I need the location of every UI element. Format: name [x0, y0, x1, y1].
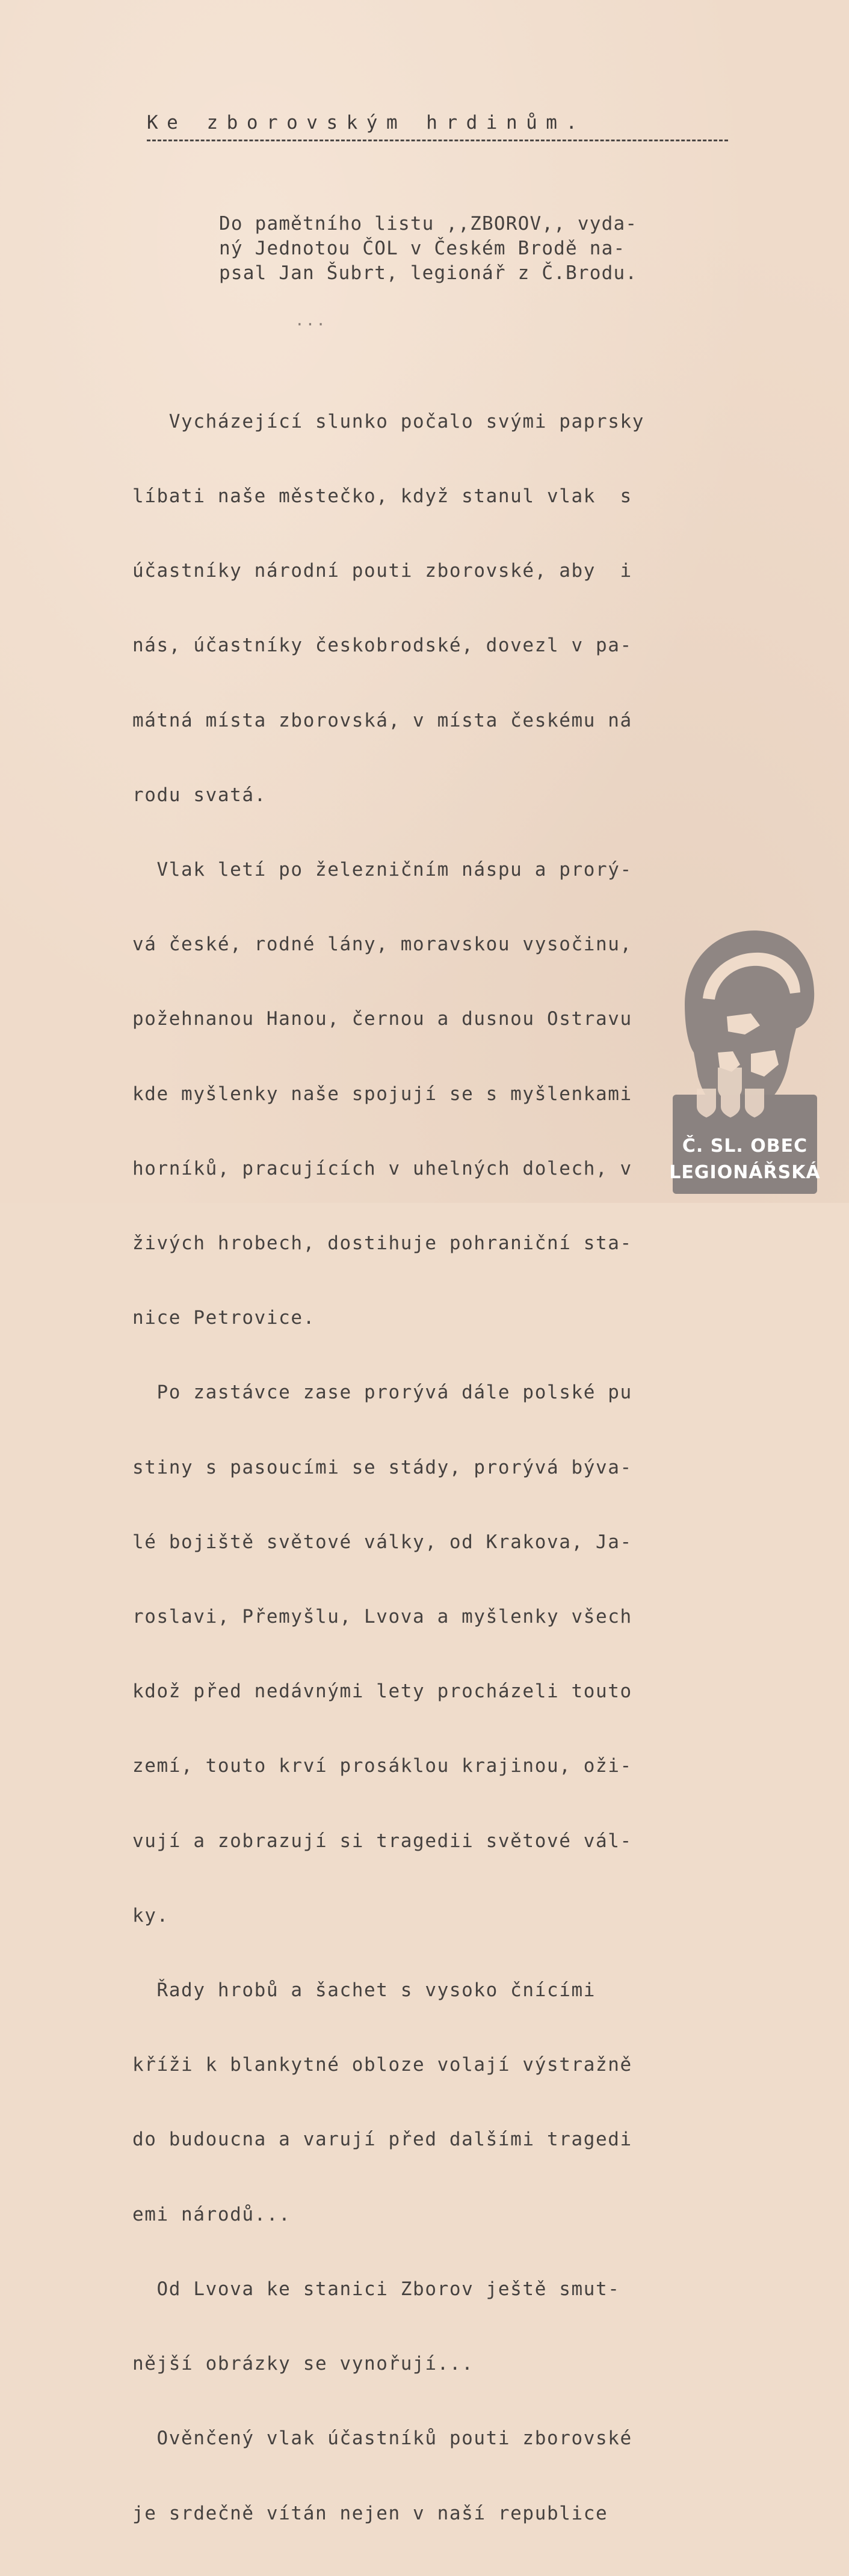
- text-line: emi národů...: [132, 2203, 291, 2225]
- text-line: požehnanou Hanou, černou a dusnou Ostravu: [132, 1008, 632, 1030]
- text-line: nás, účastníky českobrodské, dovezl v pa-: [132, 635, 632, 657]
- text-line: rodu svatá.: [132, 784, 267, 806]
- text-line: mátná místa zborovská, v místa českému ná: [132, 709, 632, 731]
- text-line: kde myšlenky naše spojují se s myšlenkami: [132, 1083, 632, 1105]
- text-line: vá české, rodné lány, moravskou vysočinu,: [132, 933, 632, 956]
- text-line: zemí, touto krví prosáklou krajinou, oži-: [132, 1755, 632, 1777]
- title-underline: [147, 140, 728, 141]
- intro-paragraph: [219, 212, 637, 286]
- text-line: vují a zobrazují si tragedii světové vál-: [132, 1830, 632, 1852]
- page-title: Ke zborovským hrdinům.: [147, 112, 586, 134]
- logo-line-1: Č. SL. OBEC: [682, 1136, 808, 1157]
- text-line: roslavi, Přemyšlu, Lvova a myšlenky všech: [132, 1606, 632, 1628]
- text-line: Vycházející slunko počalo svými paprsky: [132, 410, 645, 432]
- intro-line: Do pamětního listu ,,ZBOROV,, vyda-: [219, 213, 638, 235]
- text-line: nice Petrovice.: [132, 1307, 315, 1329]
- separator-ellipsis: ...: [295, 312, 327, 330]
- text-line: lé bojiště světové války, od Krakova, Ja-: [132, 1531, 632, 1553]
- legion-logo: [661, 914, 829, 1197]
- text-line: Po zastávce zase prorývá dále polské pu: [132, 1382, 632, 1404]
- intro-line: psal Jan Šubrt, legionář z Č.Brodu.: [219, 262, 638, 284]
- text-line: je srdečně vítán nejen v naší republice: [132, 2502, 608, 2524]
- text-line: živých hrobech, dostihuje pohraniční sta-: [132, 1232, 632, 1255]
- text-line: do budoucna a varují před dalšími tragedi: [132, 2129, 632, 2151]
- text-line: nější obrázky se vynořují...: [132, 2353, 474, 2375]
- text-line: Od Lvova ke stanici Zborov ještě smut-: [132, 2278, 620, 2300]
- text-line: kdož před nedávnými lety procházeli touto: [132, 1680, 632, 1703]
- body-text: [132, 360, 644, 2576]
- text-line: účastníky národní pouti zborovské, aby i: [132, 560, 632, 582]
- text-line: Ověnčený vlak účastníků pouti zborovské: [132, 2427, 632, 2450]
- text-line: kříži k blankytné obloze volají výstražně: [132, 2054, 632, 2076]
- text-line: líbati naše městečko, když stanul vlak s: [132, 485, 632, 508]
- text-line: stiny s pasoucími se stády, prorývá býva-: [132, 1456, 632, 1478]
- intro-line: ný Jednotou ČOL v Českém Brodě na-: [219, 238, 626, 259]
- text-line: Vlak letí po železničním náspu a prorý-: [132, 859, 632, 881]
- logo-line-2: LEGIONÁŘSKÁ: [669, 1162, 821, 1183]
- text-line: Řady hrobů a šachet s vysoko čnícími: [132, 1979, 596, 2002]
- text-line: horníků, pracujících v uhelných dolech, v: [132, 1157, 632, 1179]
- text-line: ky.: [132, 1904, 169, 1926]
